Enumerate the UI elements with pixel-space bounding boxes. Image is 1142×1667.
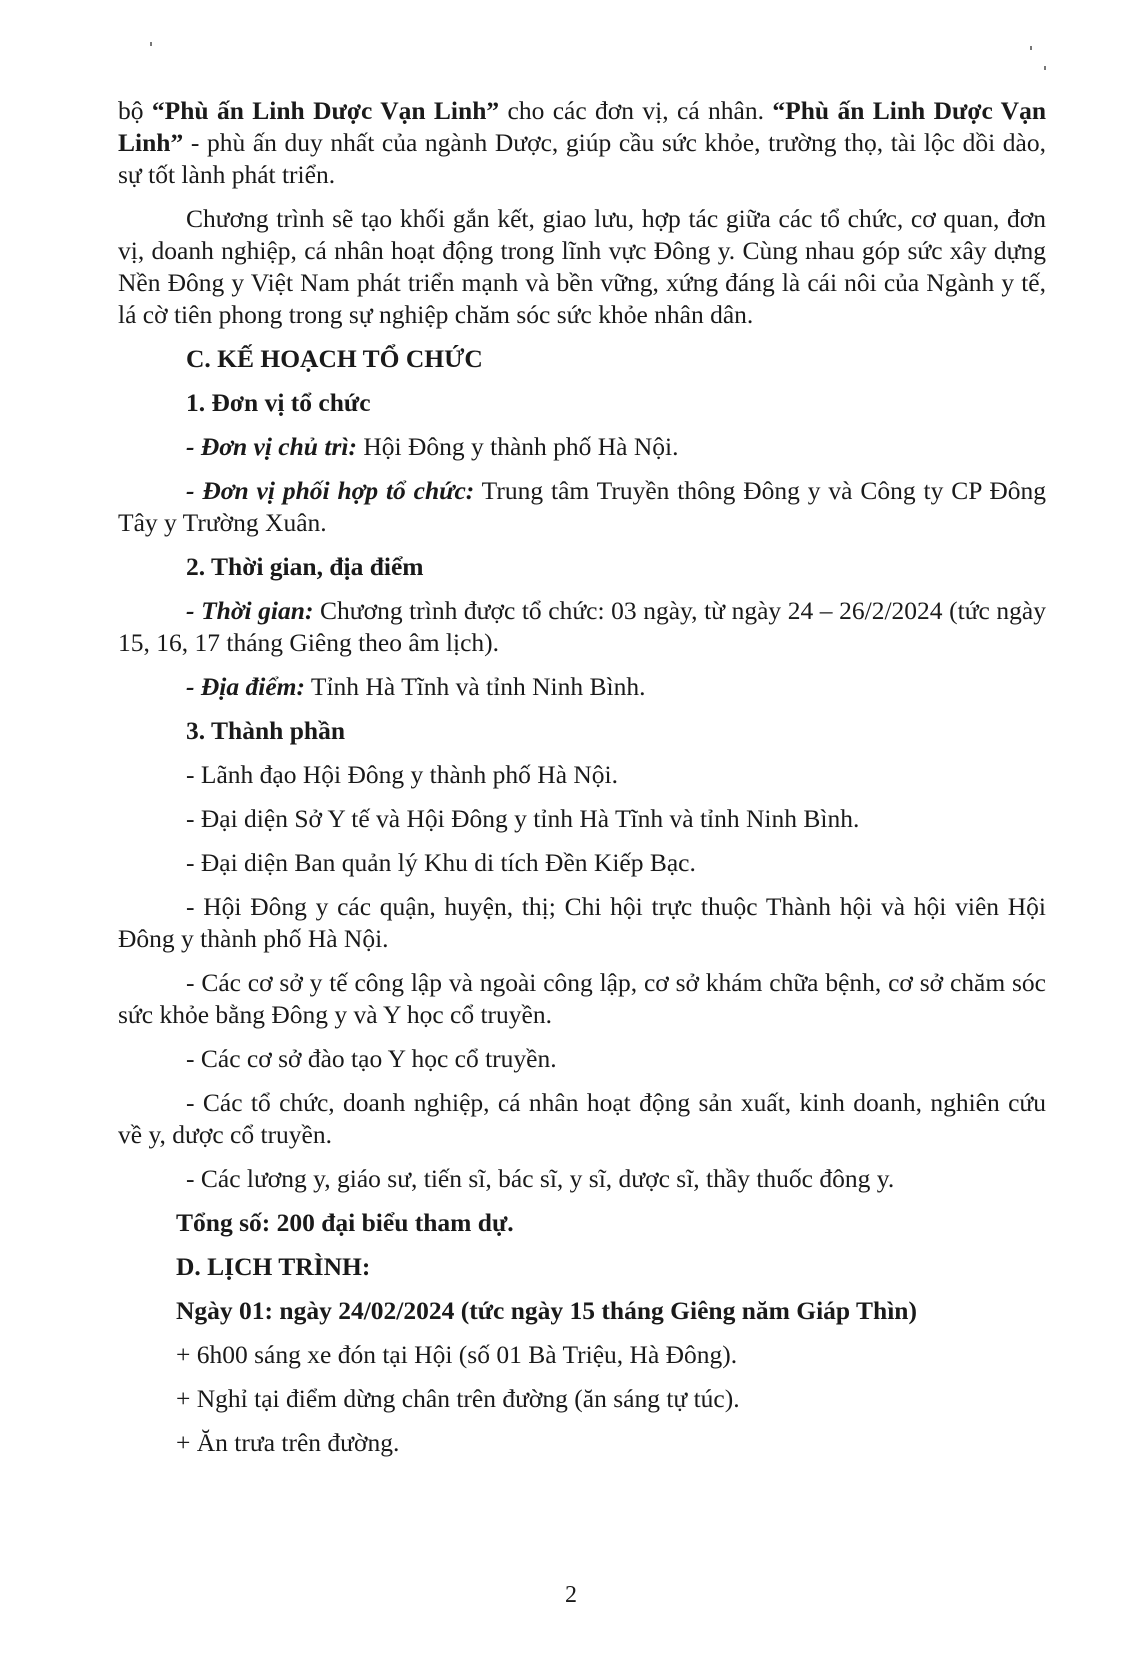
field-value: Trung tâm Truyền thông Đông y và Công ty CP Đông Tây y Trường Xuân. [118,476,1046,537]
field-value: Hội Đông y thành phố Hà Nội. [356,432,679,461]
participant-item: - Các lương y, giáo sư, tiến sĩ, bác sĩ, y sĩ, dược sĩ, thầy thuốc đông y. [186,1164,895,1193]
day-1-title: Ngày 01: ngày 24/02/2024 (tức ngày 15 tháng Giêng năm Giáp Thìn) [176,1296,917,1325]
scan-speck [150,42,152,46]
subsection-3-title: 3. Thành phần [186,716,346,745]
participant-item: - Đại diện Ban quản lý Khu di tích Đền Kiếp Bạc. [186,848,696,877]
participant-item: - Các tổ chức, doanh nghiệp, cá nhân hoạt động sản xuất, kinh doanh, nghiên cứu về y, dược cổ truyền. [118,1088,1046,1149]
field-value: Chương trình được tổ chức: 03 ngày, từ ngày 24 – 26/2/2024 (tức ngày 15, 16, 17 tháng Giêng theo âm lịch). [118,596,1046,657]
field-label: - Địa điểm: [186,672,305,701]
participant-item: - Đại diện Sở Y tế và Hội Đông y tỉnh Hà Tĩnh và tỉnh Ninh Bình. [186,804,860,833]
document-page [118,95,1046,1471]
participant-total: Tổng số: 200 đại biểu tham dự. [176,1208,514,1237]
field-label: - Đơn vị phối hợp tổ chức: [186,476,475,505]
text-run: cho các đơn vị, cá nhân. [499,96,773,125]
participant-item: - Các cơ sở y tế công lập và ngoài công lập, cơ sở khám chữa bệnh, cơ sở chăm sóc sức khỏe bằng Đông y và Y học cổ truyền. [118,968,1046,1029]
subsection-2-title: 2. Thời gian, địa điểm [186,552,424,581]
scan-speck [1044,66,1046,70]
page-number: 2 [565,1582,577,1608]
schedule-item: + 6h00 sáng xe đón tại Hội (số 01 Bà Triệu, Hà Đông). [176,1340,738,1369]
section-c-title: C. KẾ HOẠCH TỔ CHỨC [186,344,483,373]
text-run: bộ [118,96,152,125]
subsection-1-title: 1. Đơn vị tổ chức [186,388,371,417]
host-unit [118,431,1046,463]
scan-speck [1030,46,1032,50]
schedule-item: + Ăn trưa trên đường. [176,1428,400,1457]
event-time [118,595,1046,659]
intro-paragraph-2: Chương trình sẽ tạo khối gắn kết, giao lưu, hợp tác giữa các tổ chức, cơ quan, đơn vị, doanh nghiệp, cá nhân hoạt động trong lĩnh vực Đông y. Cùng nhau góp sức xây dựng Nền Đông y Việt Nam phát triển mạnh và bền vững, xứng đáng là cái nôi của Ngành y tế, lá cờ tiên phong trong sự nghiệp chăm sóc sức khỏe nhân dân. [118,204,1046,329]
participant-item: - Các cơ sở đào tạo Y học cổ truyền. [186,1044,557,1073]
product-name: “Phù ấn Linh Dược Vạn Linh” [118,96,1047,157]
participant-item: - Lãnh đạo Hội Đông y thành phố Hà Nội. [186,760,619,789]
product-name: “Phù ấn Linh Dược Vạn Linh” [151,96,500,125]
event-location [118,671,1046,703]
coorganizer-unit [118,475,1046,539]
intro-paragraph-1 [118,95,1046,191]
field-label: - Đơn vị chủ trì: [186,432,357,461]
section-d-title: D. LỊCH TRÌNH: [176,1252,371,1281]
schedule-item: + Nghỉ tại điểm dừng chân trên đường (ăn sáng tự túc). [176,1384,740,1413]
text-run: - phù ấn duy nhất của ngành Dược, giúp cầu sức khỏe, trường thọ, tài lộc dồi dào, sự tốt lành phát triển. [118,128,1046,189]
field-label: - Thời gian: [186,596,314,625]
participant-item: - Hội Đông y các quận, huyện, thị; Chi hội trực thuộc Thành hội và hội viên Hội Đông y thành phố Hà Nội. [118,892,1046,953]
field-value: Tỉnh Hà Tĩnh và tỉnh Ninh Bình. [304,672,646,701]
